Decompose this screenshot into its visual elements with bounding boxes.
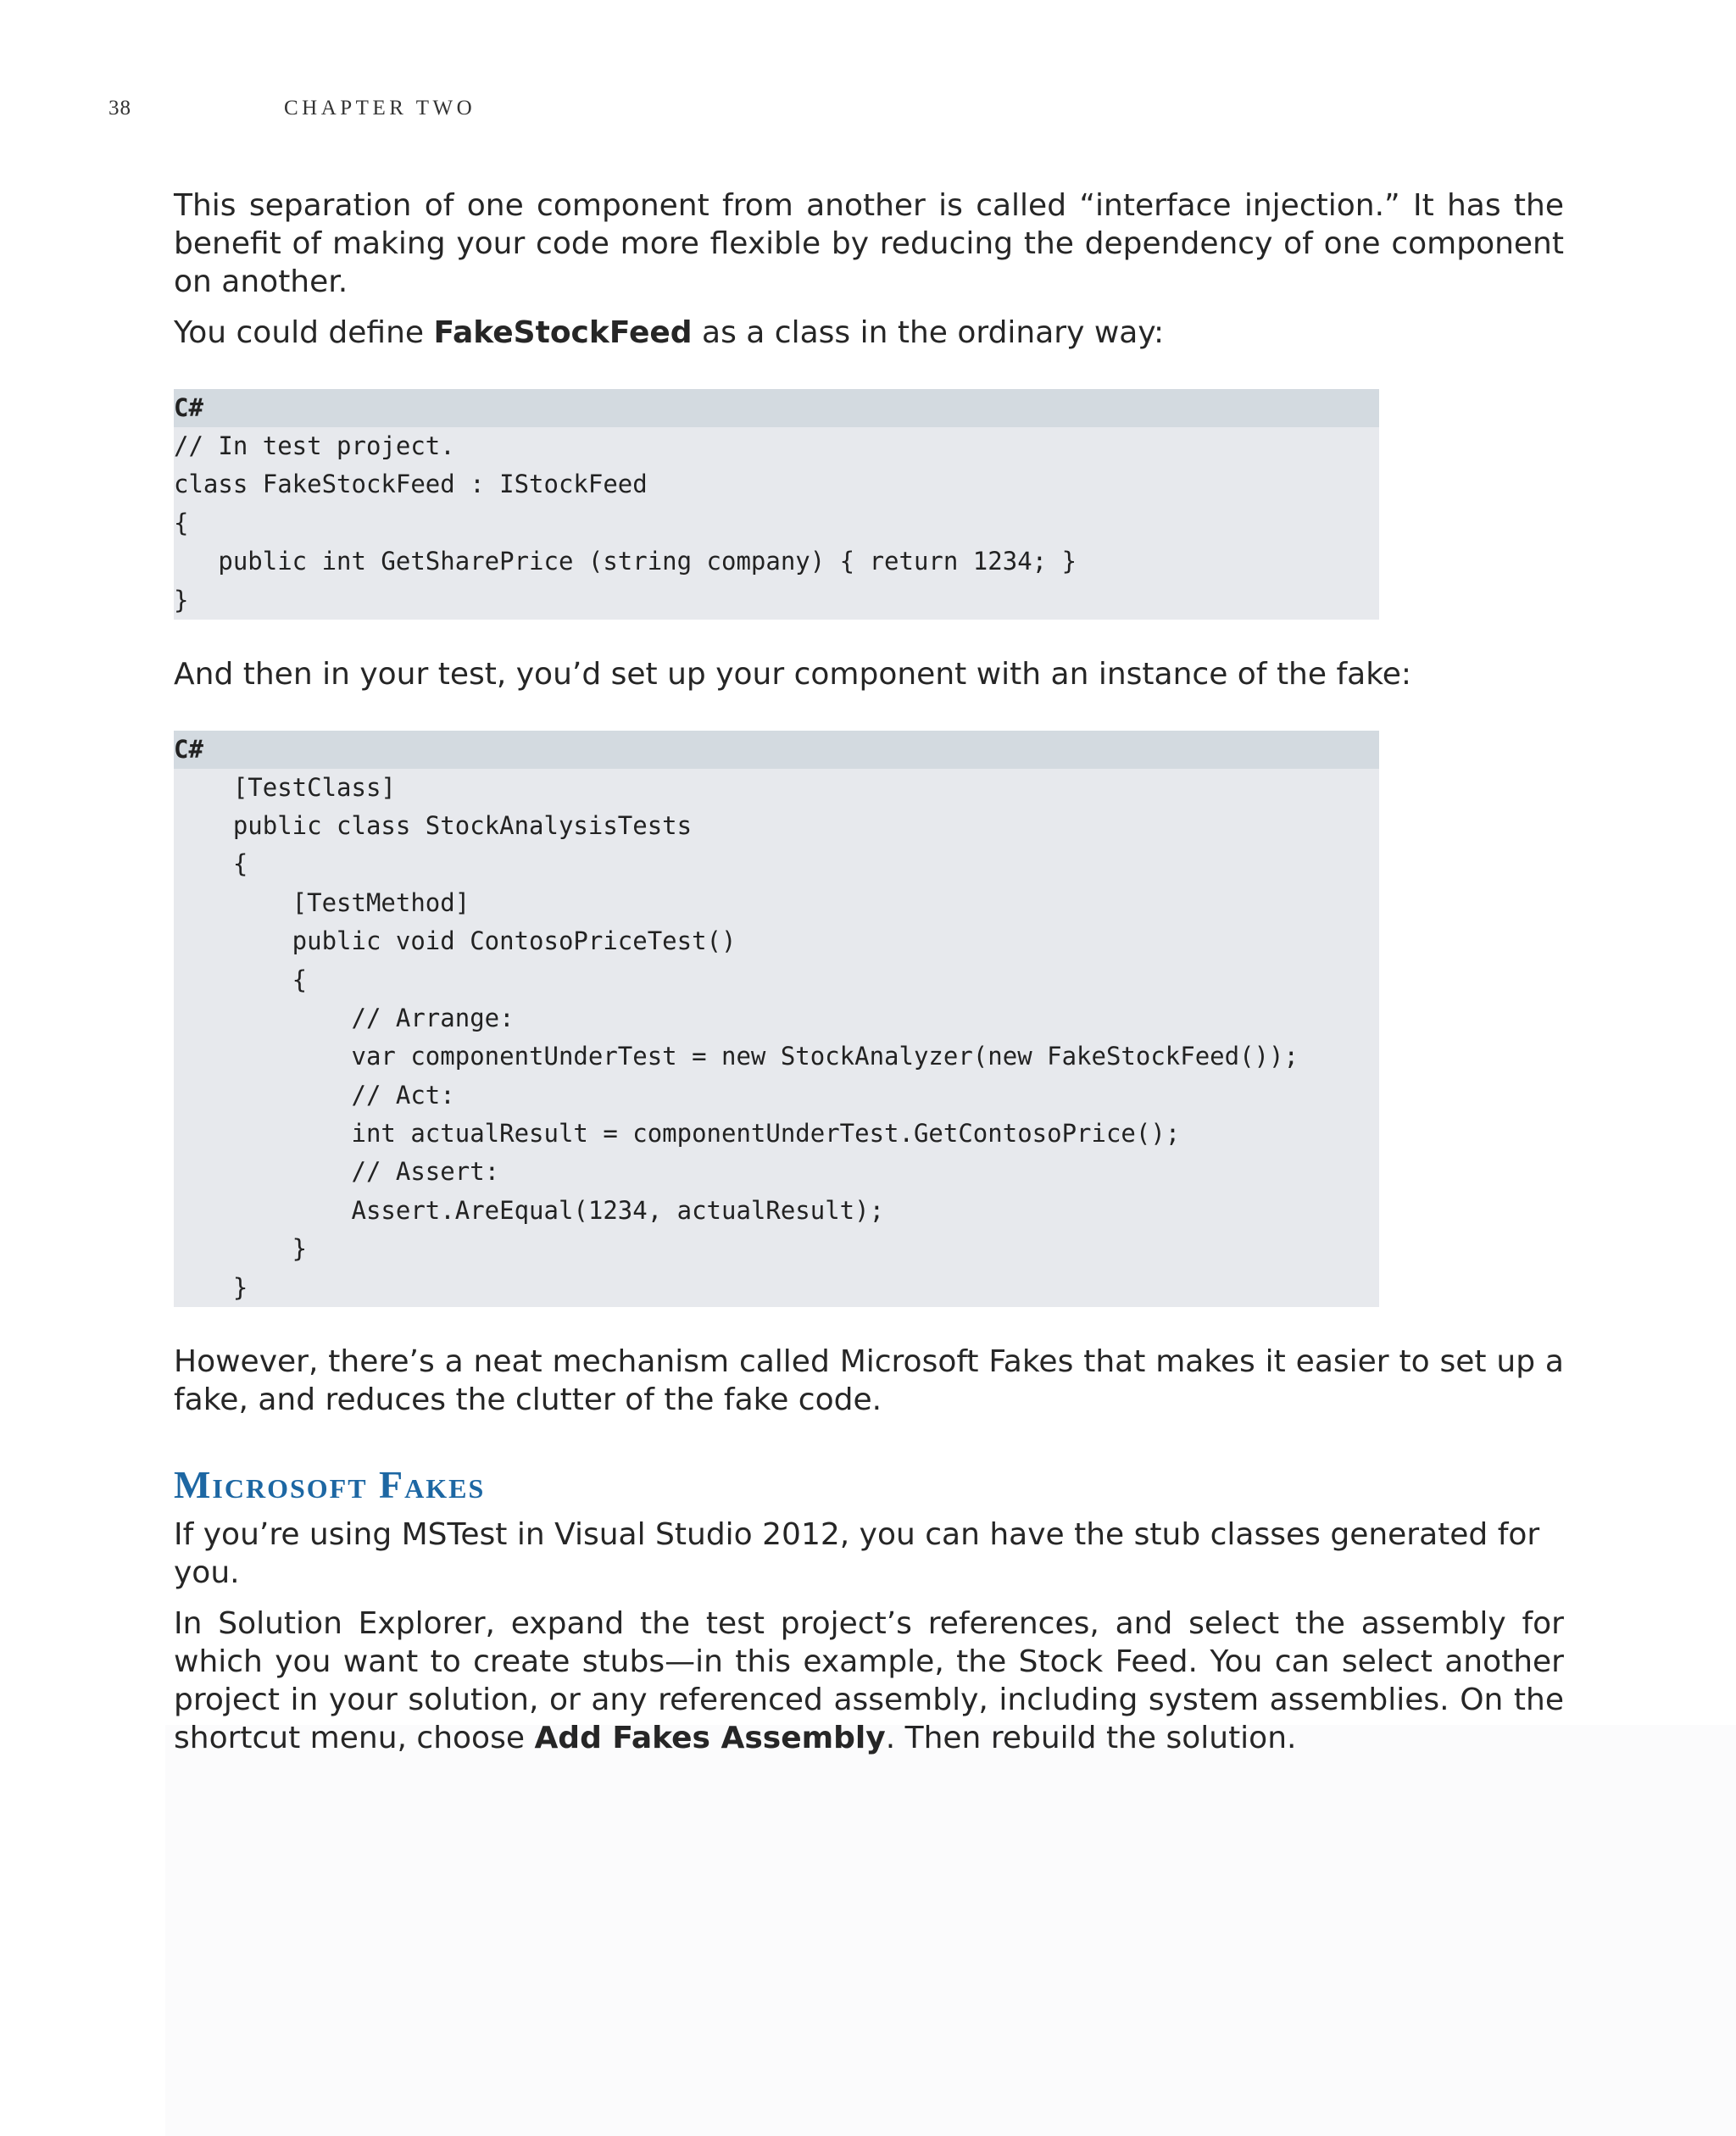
code-line: public void ContosoPriceTest() [174,926,737,956]
code-line: } [174,1272,248,1302]
code-line: class FakeStockFeed : IStockFeed [174,470,648,499]
text: . Then rebuild the solution. [885,1721,1297,1756]
text: as a class in the ordinary way: [692,315,1165,350]
paragraph-mstest: If you’re using MSTest in Visual Studio 2012, you can have the stub classes generated for you. [174,1517,1540,1591]
page-number: 38 [108,97,131,120]
code-language-label: C# [174,389,1379,427]
bold-command: Add Fakes Assembly [534,1721,886,1756]
text: You could define [174,315,434,350]
bold-term: FakeStockFeed [433,315,693,350]
paragraph-test-setup: And then in your test, you’d set up your component with an instance of the fake: [174,656,1412,692]
code-line: // Act: [174,1080,455,1110]
code-line: { [174,508,189,537]
code-line: // In test project. [174,431,455,460]
section-heading: Microsoft Fakes [174,1463,486,1507]
code-line: [TestMethod] [174,887,470,917]
paragraph-microsoft-fakes-intro: However, there’s a neat mechanism called Microsoft Fakes that makes it easier to set up a fake, and reduces the clutter of the fake code. [174,1344,1564,1418]
running-head: CHAPTER TWO [284,97,476,120]
code-line: } [174,585,189,615]
code-block-fake-class [174,389,1379,620]
code-line: public int GetSharePrice (string company) { return 1234; } [174,547,1077,576]
code-line: int actualResult = componentUnderTest.GetContosoPrice(); [174,1119,1181,1149]
page-content [174,186,1564,1757]
code-block-test-class [174,731,1379,1307]
code-line: } [174,1234,308,1264]
page-shade [165,1725,1736,2136]
code-line: // Arrange: [174,1003,515,1032]
code-line: public class StockAnalysisTests [174,810,693,840]
code-line: { [174,965,308,994]
code-language-label: C# [174,731,1379,769]
code-line: var componentUnderTest = new StockAnalyzer(new FakeStockFeed()); [174,1042,1299,1071]
code-line: { [174,849,248,879]
paragraph-solution-explorer [174,1605,1564,1757]
paragraph-define-fake [174,314,1564,352]
text: In Solution Explorer, expand the test project’s references, and select the assembly for which you want to create stubs—in this example, the Stock Feed. You can select another project in your solution, or any referenced assembly, including system assemblies. On the shortcut menu, choose [174,1606,1564,1756]
code-line: // Assert: [174,1157,500,1187]
code-line: [TestClass] [174,772,396,802]
paragraph-interface-injection: This separation of one component from another is called “interface injection.” It has the benefit of making your code more flexible by reducing the dependency of one component on another. [174,188,1564,299]
code-line: Assert.AreEqual(1234, actualResult); [174,1195,885,1225]
